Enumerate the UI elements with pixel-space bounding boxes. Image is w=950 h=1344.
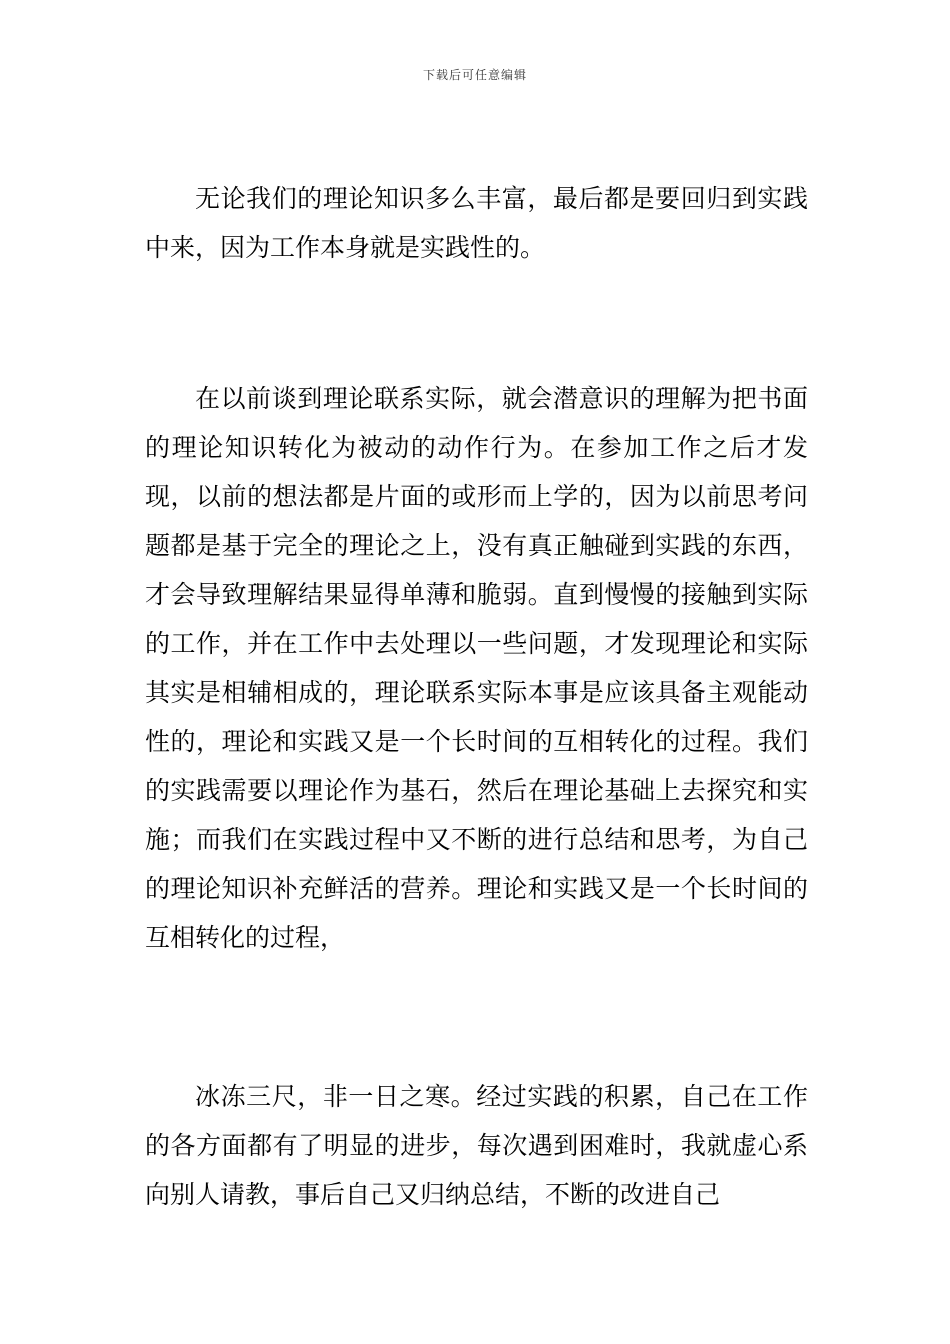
paragraph-theory-practice: 无论我们的理论知识多么丰富，最后都是要回归到实践中来，因为工作本身就是实践性的。 <box>145 184 808 262</box>
paragraph-theory-connection: 在以前谈到理论联系实际，就会潜意识的理解为把书面的理论知识转化为被动的动作行为。在参加工作之后才发现，以前的想法都是片面的或形而上学的，因为以前思考问题都是基于完全的理论之上，没有真正触碰到实践的东西，才会导致理解结果显得单薄和脆弱。直到慢慢的接触到实际的工作，并在工作中去处理以一些问题，才发现理论和实际其实是相辅相成的，理论联系实际本事是应该具备主观能动性的，理论和实践又是一个长时间的互相转化的过程。我们的实践需要以理论作为基石，然后在理论基础上去探究和实施；而我们在实践过程中又不断的进行总结和思考，为自己的理论知识补充鲜活的营养。理论和实践又是一个长时间的互相转化的过程， <box>145 384 808 952</box>
paragraph-accumulation: 冰冻三尺，非一日之寒。经过实践的积累，自己在工作的各方面都有了明显的进步，每次遇到困难时，我就虚心系向别人请教，事后自己又归纳总结，不断的改进自己 <box>145 1082 808 1209</box>
header-note: 下载后可任意编辑 <box>422 68 527 82</box>
